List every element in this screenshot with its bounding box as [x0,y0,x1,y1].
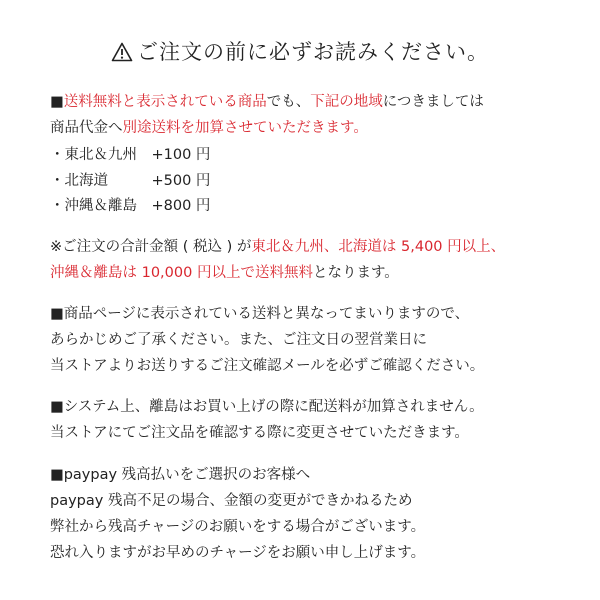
text-segment: ・沖縄＆離島 +800 円 [50,198,211,214]
notice-line [50,491,412,511]
text-segment: 恐れ入りますがお早めのチャージをお願い申し上げます。 [50,545,426,561]
text-segment: ■商品ページに表示されている送料と異なってまいりますので、 [50,306,470,322]
text-segment: 当ストアにてご注文品を確認する際に変更させていただきます。 [50,425,469,441]
highlighted-text: 沖縄＆離島は 10,000 円以上で送料無料 [50,265,313,281]
notice-line [50,92,484,112]
notice-line [50,465,310,485]
text-segment: 弊社から残高チャージのお願いをする場合がございます。 [50,519,426,535]
notice-title-text: ご注文の前に必ずお読みください。 [137,40,489,64]
text-segment: ■システム上、離島はお買い上げの際に配送料が加算されません。 [50,399,484,415]
notice-line [50,356,484,376]
highlighted-text: 送料無料と表示されている商品 [63,94,267,110]
text-segment: 当ストアよりお送りするご注文確認メールを必ずご確認ください。 [50,358,485,374]
text-segment: あらかじめご了承ください。また、ご注文日の翌営業日に [50,332,427,348]
highlighted-text: 東北＆九州、北海道は 5,400 円以上、 [251,239,506,255]
notice-line [50,237,505,257]
notice-line [50,397,484,417]
highlighted-text: 下記の地域 [310,94,383,110]
text-segment: となります。 [312,265,399,281]
text-segment: paypay 残高不足の場合、金額の変更ができかねるため [50,493,413,509]
notice-line [50,171,210,191]
text-segment: ■paypay 残高払いをご選択のお客様へ [50,467,311,483]
warning-icon [111,42,133,62]
notice-line [50,263,399,283]
notice-line [50,517,425,537]
text-segment: ■ [50,94,64,110]
text-segment: ※ご注文の合計金額 ( 税込 ) が [50,239,252,255]
text-segment: ・北海道 +500 円 [50,173,211,189]
notice-line [50,543,425,563]
text-segment: ・東北＆九州 +100 円 [50,147,211,163]
notice-line [50,196,210,216]
notice-line [50,423,469,443]
text-segment: につきましては [382,94,484,110]
notice-line [50,304,469,324]
text-segment: でも、 [266,94,311,110]
notice-line [50,118,368,138]
notice-line [50,145,210,165]
notice-title [0,36,600,66]
notice-line [50,330,427,350]
text-segment: 商品代金へ [50,120,123,136]
highlighted-text: 別途送料を加算させていただきます。 [122,120,368,136]
